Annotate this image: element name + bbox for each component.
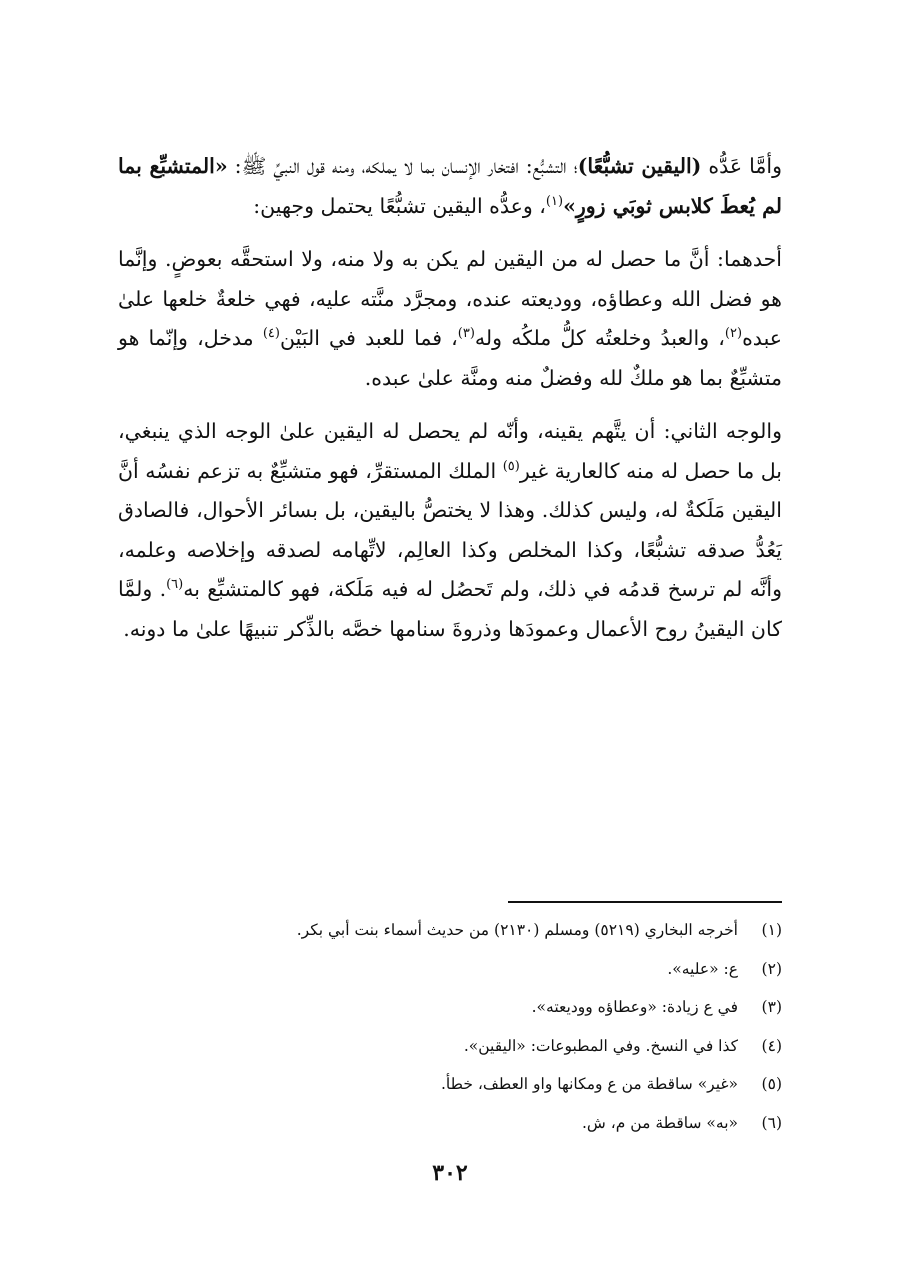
page-number: ٣٠٢ [432,1160,468,1186]
footnote-number: (٤) [761,1036,782,1055]
footnote-ref: (٢) [724,326,743,342]
footnote [118,911,782,950]
footnote-ref: (٣) [457,326,475,342]
footnote-ref: (٤) [262,326,280,342]
text-run: أحدهما: أنَّ ما حصل له من اليقين لم يكن به ولا منه، ولا استحقَّه بعوضٍ. وإنَّما هو فضل الله وعطاؤه، ووديعته عنده، ومجرَّد منَّته عليه، فهي خلعةٌ خلعها علىٰ عبده [118,247,782,350]
paragraph [118,240,782,398]
footnote-text: ع: «عليه». [667,959,738,978]
footnote [118,1104,782,1143]
footnote-number: (٢) [761,959,782,978]
footnote-ref: (١) [545,193,564,209]
main-text [118,147,782,663]
footnote-text: كذا في النسخ. وفي المطبوعات: «اليقين». [463,1036,738,1055]
footnote-text: أخرجه البخاري (٥٢١٩) ومسلم (٢١٣٠) من حديث أسماء بنت أبي بكر. [296,921,738,940]
footnote-text: في ع زيادة: «وعطاؤه ووديعته». [531,998,738,1017]
footnote-ref: (٥) [502,458,520,474]
footnote-number: (١) [761,921,782,940]
text-run: . ولمَّا كان اليقينُ روح الأعمال وعمودَها وذروةَ سنامها خصَّه بالذِّكر تنبيهًا علىٰ ما دونه. [118,577,782,641]
text-run: والوجه الثاني: أن يتَّهم يقينه، وأنّه لم يحصل له اليقين علىٰ الوجه الذي ينبغي، بل ما حصل له منه كالعارية غير [118,419,782,483]
text-run: وأمَّا عَدُّه [701,154,783,178]
emphasized-text: (اليقين تشبُّعًا) [577,154,702,178]
footnote-ref: (٦) [166,577,184,593]
footnote-text: «غير» ساقطة من ع ومكانها واو العطف، خطأ. [440,1075,738,1094]
footnotes [118,911,782,1142]
footnote-number: (٣) [761,998,782,1017]
footnote [118,1065,782,1104]
footnote [118,950,782,989]
text-run: ، فما للعبد في البَيْن [279,326,458,350]
footnote [118,988,782,1027]
paragraph [118,147,782,226]
footnote-number: (٥) [761,1075,782,1094]
text-run: مدخل، وإنّما هو متشبِّعٌ بما هو ملكٌ لله وفضلٌ منه ومنَّة علىٰ عبده. [118,326,782,390]
emphasized-text: «المتشبِّع بما لم يُعطَ كلابس ثوبَي زورٍ» [118,154,782,218]
footnote-separator [508,901,782,903]
footnote-number: (٦) [761,1113,782,1132]
text-run: الملك المستقرِّ، فهو متشبِّعٌ به تزعم نفسُه أنَّ اليقين مَلَكةٌ له، وليس كذلك. وهذا لا يختصُّ باليقين، بل بسائر الأحوال، فالصادق يَعُدُّ صدقه تشبُّعًا، وكذا المخلص وكذا العالِم، لاتِّهامه لصدقه وإخلاصه وعلمه، وأنَّه لم ترسخ قدمُه في ذلك، ولم تَحصُل له فيه مَلَكة، فهو كالمتشبِّع به [118,458,782,601]
text-run: ؛ التشبُّع: افتخار الإنسان بما لا يملكه، ومنه قول النبيِّ ﷺ: [227,154,578,178]
text-run: ، وعدُّه اليقين تشبُّعًا يحتمل وجهين: [253,193,546,218]
footnote-text: «به» ساقطة من م، ش. [582,1113,738,1132]
paragraph [118,412,782,649]
text-run: ، والعبدُ وخلعتُه كلُّ ملكُه وله [474,326,725,350]
footnote [118,1027,782,1066]
